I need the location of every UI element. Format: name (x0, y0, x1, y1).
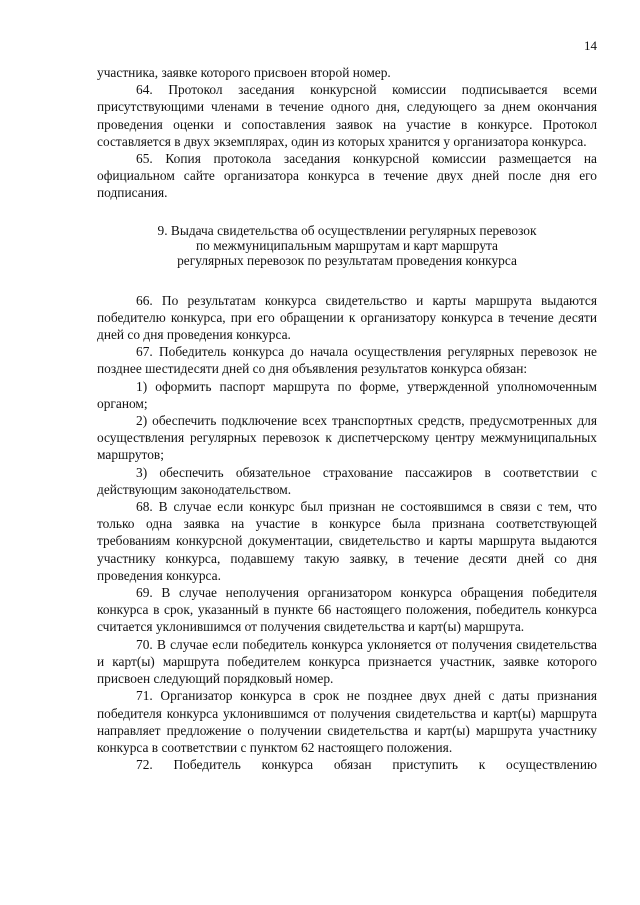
paragraph-68: 68. В случае если конкурс был признан не состоявшимся в связи с тем, что только одна заявка на участие в конкурсе была признана соответствующей требованиям конкурсной документации, свидетельство и карты маршрута выдаются участнику конкурса, подавшему такую заявку, в течение десяти дней со дня проведения конкурса. (97, 499, 597, 583)
section-heading-line-1: 9. Выдача свидетельства об осуществлении регулярных перевозок (157, 222, 537, 238)
document-body (97, 64, 597, 773)
paragraph-71: 71. Организатор конкурса в срок не позднее двух дней с даты признания победителя конкурса уклонившимся от получения свидетельства и карт(ы) маршрута направляет предложение о получении свидетельства и карт(ы) маршрута участнику конкурса в соответствии с пунктом 62 настоящего положения. (97, 688, 597, 755)
paragraph-continuation: участника, заявке которого присвоен второй номер. (97, 65, 391, 80)
section-heading-line-2: по межмуниципальным маршрутам и карт маршрута (195, 237, 499, 253)
paragraph-67: 67. Победитель конкурса до начала осуществления регулярных перевозок не позднее шестидесяти дней со дня объявления результатов конкурса обязан: (97, 344, 597, 377)
paragraph-70: 70. В случае если победитель конкурса уклоняется от получения свидетельства и карт(ы) маршрута победителем конкурса признается участник, заявке которого присвоен следующий порядковый номер. (97, 636, 597, 687)
paragraph-64: 64. Протокол заседания конкурсной комиссии подписывается всеми присутствующими членами в течение одного дня, следующего за днем окончания проведения оценки и сопоставления заявок на участие в конкурсе. Протокол составляется в двух экземплярах, один из которых хранится у организатора конкурса. (97, 82, 597, 149)
section-heading-line-3: регулярных перевозок по результатам проведения конкурса (177, 252, 517, 268)
paragraph-66: 66. По результатам конкурса свидетельство и карты маршрута выдаются победителю конкурса, при его обращении к организатору конкурса в течение десяти дней со дня проведения конкурса. (97, 292, 597, 343)
list-item-2: 2) обеспечить подключение всех транспортных средств, предусмотренных для осуществления регулярных перевозок к диспетчерскому центру межмуниципальных маршрутов; (97, 413, 597, 463)
list-item-3: 3) обеспечить обязательное страхование пассажиров в соответствии с действующим законодательством. (97, 464, 597, 497)
list-item-1: 1) оформить паспорт маршрута по форме, утвержденной уполномоченным органом; (97, 378, 597, 411)
page-number: 14 (584, 38, 597, 53)
paragraph-72: 72. Победитель конкурса обязан приступить к осуществлению (136, 757, 597, 773)
section-heading (97, 223, 597, 268)
paragraph-65: 65. Копия протокола заседания конкурсной комиссии размещается на официальном сайте организатора конкурса в течение двух дней после дня его подписания. (97, 151, 597, 201)
paragraph-69: 69. В случае неполучения организатором конкурса обращения победителя конкурса в срок, указанный в пункте 66 настоящего положения, победитель конкурса считается уклонившимся от получения свидетельства и карт(ы) маршрута. (97, 585, 597, 635)
